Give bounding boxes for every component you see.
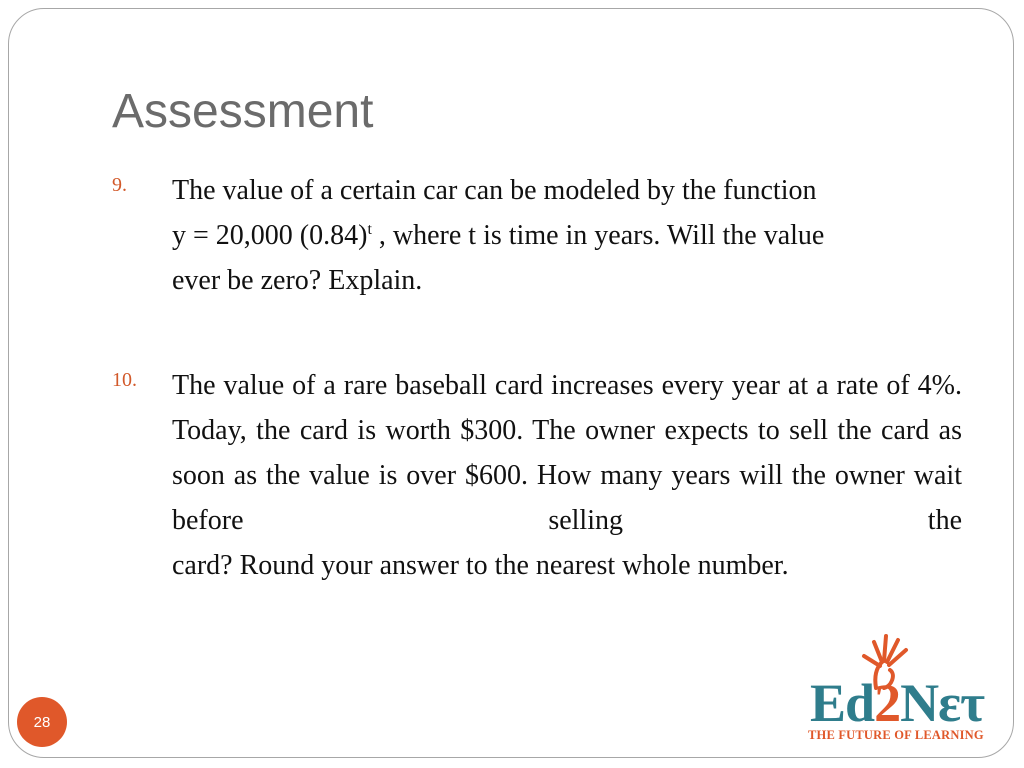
question-text	[172, 363, 962, 588]
ed2net-logo	[806, 630, 1010, 748]
logo-tagline: THE FUTURE OF LEARNING	[808, 728, 984, 742]
slide-title: Assessment	[112, 85, 374, 138]
question-line	[172, 213, 962, 258]
question-line: The value of a certain car can be modeled by the function	[172, 175, 817, 206]
question-paragraph: The value of a rare baseball card increases every year at a rate of 4%. Today, the card is worth $300. The owner expects to sell the card as soon as the value is over $600. How many years will the owner wait before selling the	[172, 370, 962, 536]
formula-exponent: t	[367, 221, 372, 238]
logo-wordmark	[810, 672, 984, 734]
question-number: 9.	[112, 174, 127, 196]
question-paragraph-last-line: card? Round your answer to the nearest whole number.	[172, 550, 789, 581]
logo-two: 2	[874, 673, 901, 733]
question-line: ever be zero? Explain.	[172, 265, 423, 296]
question-text	[172, 168, 962, 303]
formula: y = 20,000 (0.84)	[172, 220, 368, 251]
logo-prefix: Ed	[810, 673, 875, 733]
question-line-rest: , where t is time in years. Will the value	[371, 220, 825, 251]
question-number: 10.	[112, 369, 137, 391]
question-10	[112, 363, 962, 588]
logo-suffix: Nετ	[900, 673, 985, 733]
page-number-badge: 28	[17, 697, 67, 747]
question-9	[112, 168, 962, 303]
